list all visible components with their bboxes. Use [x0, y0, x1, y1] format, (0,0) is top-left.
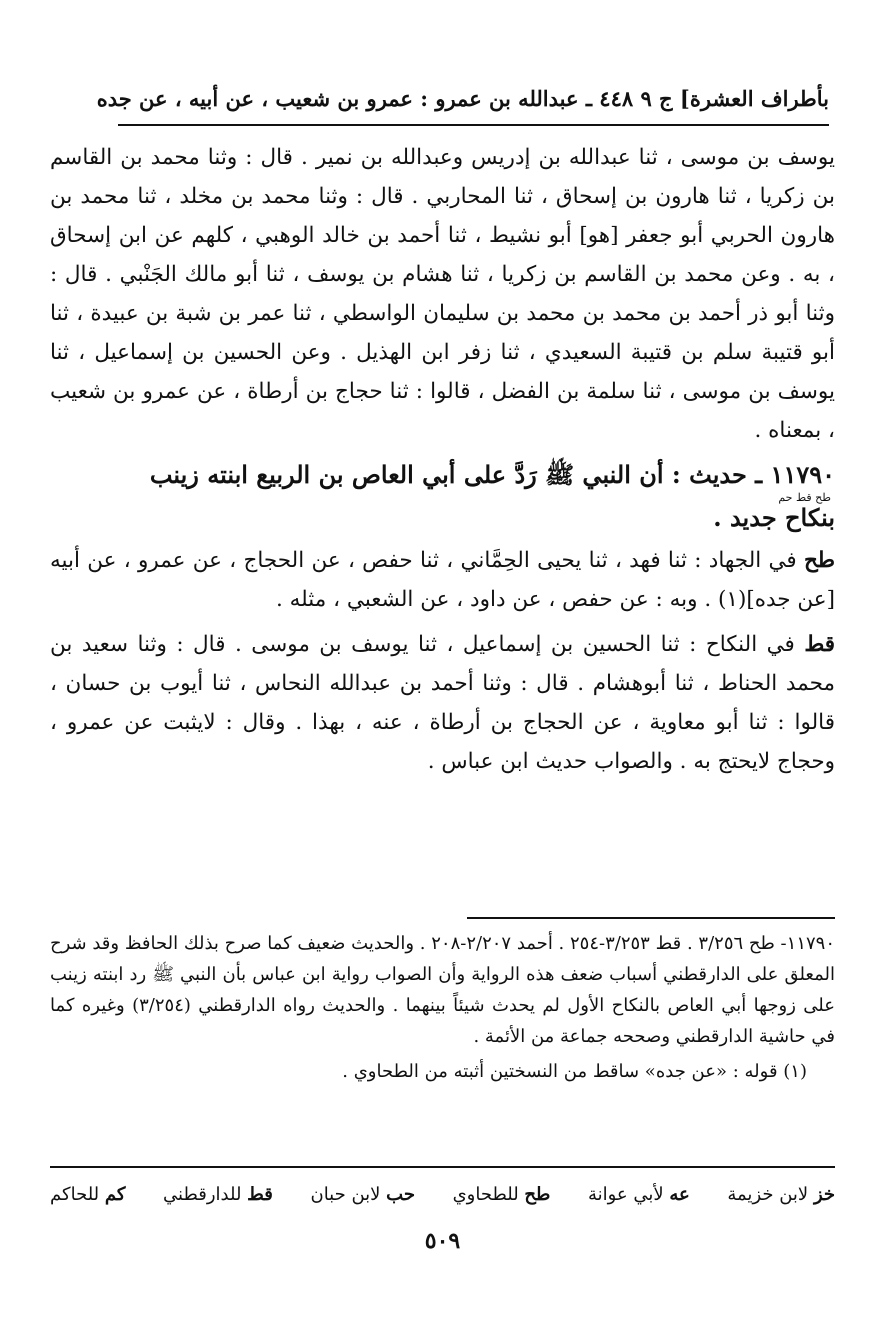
header-rule — [118, 124, 829, 126]
footnote-main: ١١٧٩٠- طح ٣/٢٥٦ . قط ٣/٢٥٣-٢٥٤ . أحمد ٢/٢٠٧-٢٠٨ . والحديث ضعيف كما صرح بذلك الحافظ وقد شرح المعلق على الدارقطني أسباب ضعف هذه الرواية وأن الصواب رواية ابن عباس بأن النبي ﷺ رد ابنته زينب على زوجها أبي العاص بالنكاح الأول لم يحدث شيئاً بينهما . والحديث رواه الدارقطني (٣/٢٥٤) وغيره كما في حاشية الدارقطني وصححه جماعة من الأئمة . — [50, 933, 835, 1047]
hadith-heading-continued — [50, 492, 835, 533]
hadith-heading — [50, 458, 835, 492]
paragraph-isnad: يوسف بن موسى ، ثنا عبدالله بن إدريس وعبدالله بن نمير . قال : وثنا محمد بن القاسم بن زكريا ، ثنا هارون بن إسحاق ، ثنا المحاربي . قال : وثنا محمد بن مخلد ، ثنا محمد بن هارون الحربي أبو جعفر [هو] أبو نشيط ، ثنا أحمد بن خالد الوهبي ، كلهم عن ابن إسحاق ، به . وعن محمد بن القاسم بن زكريا ، ثنا هشام بن يوسف ، ثنا أبو مالك الجَنْبي . قال : وثنا أبو ذر أحمد بن محمد بن محمد بن سليمان الواسطي ، ثنا عمر بن شبة بن عبيدة ، ثنا أبو قتيبة سلم بن قتيبة السعيدي ، ثنا زفر ابن الهذيل . وعن الحسين بن إسماعيل ، ثنا يوسف بن موسى ، ثنا سلمة بن الفضل ، قالوا : ثنا حجاج بن أرطاة ، عن عمرو بن شعيب ، بمعناه . — [50, 145, 836, 443]
hadith-title-text: ١١٧٩٠ ـ حديث : أن النبي ﷺ رَدَّ على أبي العاص بن الربيع ابنته زينب — [149, 460, 835, 489]
abbr-item — [50, 1184, 125, 1205]
abbr-name: للدارقطني — [163, 1183, 242, 1205]
footnote-1: (١) قوله : «عن جده» ساقط من النسختين أثبته من الطحاوي . — [342, 1061, 807, 1082]
abbr-code: طح — [524, 1183, 551, 1205]
hadith-continuation-text: بنكاح جديد . — [713, 503, 835, 532]
abbr-name: لأبي عوانة — [587, 1183, 664, 1205]
hadith-sigla: طح قط حم — [778, 491, 831, 504]
source-tahawi-text: في الجهاد : ثنا فهد ، ثنا يحيى الحِمَّاني ، ثنا حفص ، عن الحجاج ، عن عمرو ، عن أبيه [عن جده](١) . وبه : عن حفص ، عن داود ، عن الشعبي ، مثله . — [50, 548, 835, 612]
source-daraqutni-text: في النكاح : ثنا الحسين بن إسماعيل ، ثنا يوسف بن موسى . قال : وثنا سعيد بن محمد الحناط ، ثنا أبوهشام . قال : وثنا أحمد بن عبدالله النحاس ، ثنا أيوب بن حسان ، قالوا : ثنا أبو معاوية ، عن الحجاج بن أرطاة ، عنه ، بهذا . وقال : لايثبت عن عمرو ، وحجاج لايحتج به . والصواب حديث ابن عباس . — [50, 632, 835, 774]
header-text: بأطراف العشرة] ج ٩ ٤٤٨ ـ عبدالله بن عمرو : عمرو بن شعيب ، عن أبيه ، عن جده — [96, 85, 829, 111]
abbr-name: للطحاوي — [452, 1183, 519, 1205]
source-daraqutni-code: قط — [804, 632, 835, 657]
abbr-item — [588, 1184, 690, 1205]
main-text — [50, 138, 835, 781]
running-header — [96, 78, 829, 118]
footnote-rule — [467, 917, 835, 919]
abbr-code: حب — [386, 1183, 415, 1205]
source-tahawi-code: طح — [804, 548, 835, 573]
abbr-code: عه — [669, 1183, 690, 1205]
abbr-item — [727, 1184, 835, 1205]
abbr-name: لابن حبان — [310, 1183, 381, 1205]
abbr-item — [453, 1184, 551, 1205]
abbr-code: قط — [247, 1183, 273, 1205]
footer-rule — [50, 1166, 835, 1168]
abbr-item — [310, 1184, 415, 1205]
abbr-code: خز — [813, 1183, 835, 1205]
abbr-code: كم — [104, 1183, 126, 1205]
abbr-item — [163, 1184, 273, 1205]
abbr-name: لابن خزيمة — [727, 1183, 809, 1205]
abbr-name: للحاكم — [50, 1183, 100, 1205]
source-tahawi — [50, 541, 835, 619]
source-daraqutni — [50, 625, 835, 781]
footnotes — [50, 928, 835, 1087]
abbreviations-legend — [50, 1176, 835, 1212]
page-number: ٥٠٩ — [424, 1228, 461, 1254]
